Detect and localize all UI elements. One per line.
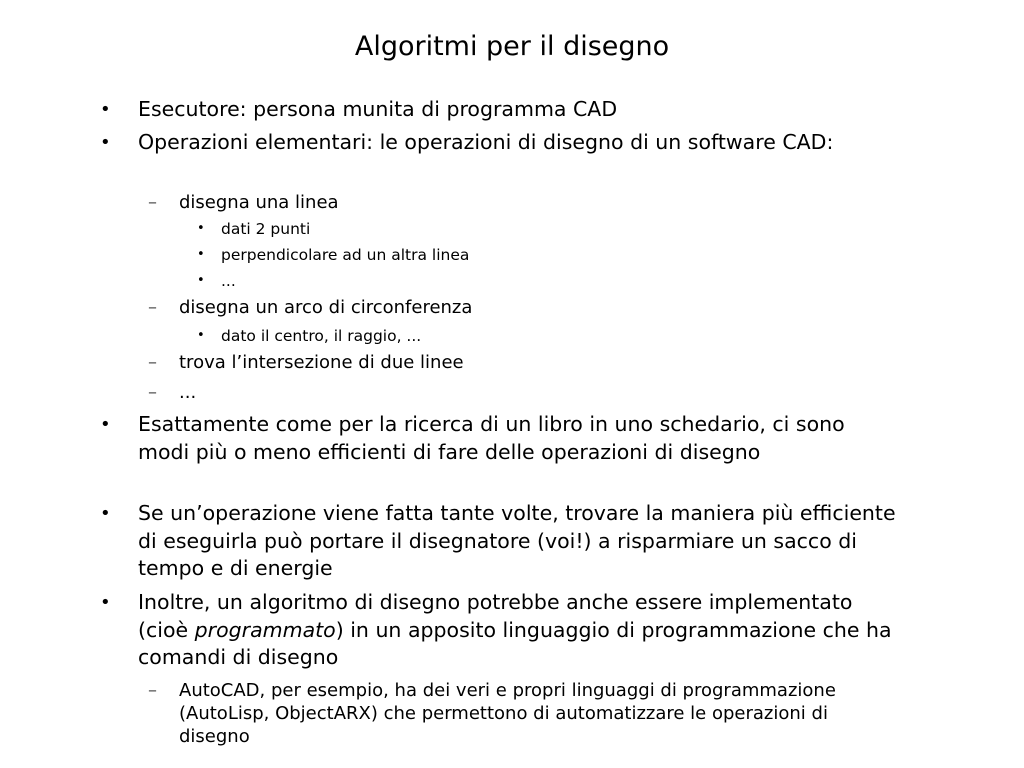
bullet-text-part: ) in un apposito linguaggio di programmazione che ha comandi di disegno [138, 617, 892, 669]
bullet-text-part: Inoltre, un algoritmo di disegno potrebbe anche essere implementato (cioè [138, 590, 853, 642]
bullet-inoltre [100, 589, 900, 672]
bullet-dot-icon: • [197, 328, 205, 343]
bullet-se-operazione [100, 500, 900, 583]
subsubitem-text: ... [221, 272, 236, 290]
slide-title: Algoritmi per il disegno [354, 31, 670, 62]
bullet-dot-icon: • [197, 273, 205, 288]
bullet-dot-icon: • [100, 132, 111, 153]
bullet-dot-icon: • [100, 592, 111, 613]
subitem-disegna-arco [148, 296, 868, 319]
bullet-text: Se un’operazione viene fatta tante volte, trovare la maniera più efficiente di eseguirla può portare il disegnatore (voi!) a risparmiare un sacco di tempo e di energie [138, 501, 896, 580]
subitem-text: disegna una linea [179, 192, 339, 213]
subitem-text: trova l’intersezione di due linee [179, 352, 464, 373]
bullet-text: Operazioni elementari: le operazioni di disegno di un software CAD: [138, 130, 834, 154]
subsubitem-text: perpendicolare ad un altra linea [221, 246, 470, 264]
bullet-esattamente [100, 411, 900, 466]
bullet-text: Esattamente come per la ricerca di un libro in uno schedario, ci sono modi più o meno efficienti di fare delle operazioni di disegno [138, 412, 845, 464]
subsubitem-ellipsis [197, 271, 797, 291]
subitem-disegna-linea [148, 191, 868, 214]
subsubitem-dati-punti [197, 219, 797, 239]
subitem-text: ... [179, 382, 197, 403]
subsubitem-perpendicolare [197, 245, 797, 265]
subitem-text: AutoCAD, per esempio, ha dei veri e propri linguaggi di programmazione (AutoLisp, ObjectARX) che permettono di automatizzare le operazioni di disegno [179, 680, 836, 747]
bullet-dot-icon: • [197, 221, 205, 236]
bullet-text: Esecutore: persona munita di programma CAD [138, 97, 618, 121]
dash-icon: – [148, 680, 157, 701]
emphasis-text: programmato [194, 617, 336, 642]
subitem-ellipsis [148, 381, 868, 404]
bullet-dot-icon: • [100, 414, 111, 435]
subsubitem-text: dato il centro, il raggio, ... [221, 327, 422, 345]
bullet-dot-icon: • [100, 99, 111, 120]
dash-icon: – [148, 297, 157, 318]
dash-icon: – [148, 192, 157, 213]
subitem-text: disegna un arco di circonferenza [179, 297, 473, 318]
bullet-esecutore [100, 96, 900, 124]
dash-icon: – [148, 352, 157, 373]
subitem-trova-intersezione [148, 351, 868, 374]
bullet-text [138, 589, 900, 672]
bullet-dot-icon: • [100, 503, 111, 524]
subsubitem-dato-centro [197, 326, 797, 346]
subitem-autocad [148, 679, 868, 748]
subsubitem-text: dati 2 punti [221, 220, 311, 238]
bullet-dot-icon: • [197, 247, 205, 262]
dash-icon: – [148, 382, 157, 403]
bullet-operazioni-elementari [100, 129, 900, 157]
